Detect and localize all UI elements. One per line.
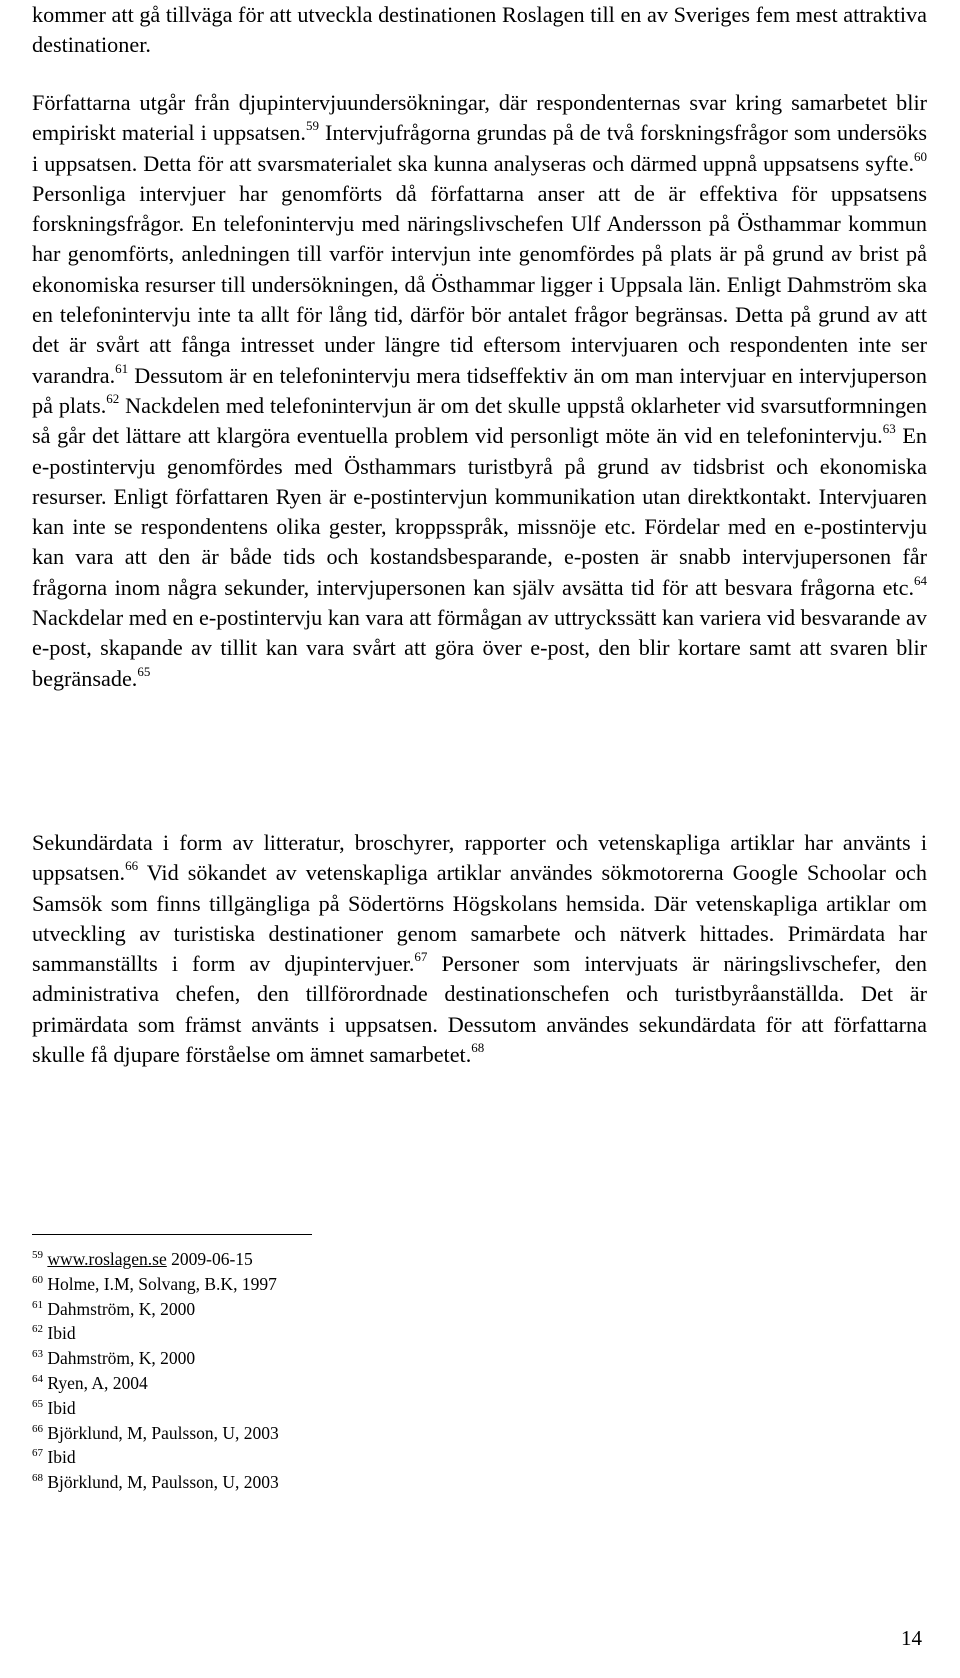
footnote-number: 62 — [32, 1323, 43, 1336]
footnote-text: 2009-06-15 — [166, 1249, 253, 1269]
footnote-item — [32, 1297, 279, 1322]
footnote-number: 65 — [32, 1397, 43, 1410]
footnote-number: 67 — [32, 1447, 43, 1460]
body-paragraph-3 — [32, 828, 927, 1070]
footnote-item — [32, 1470, 279, 1495]
footnote-item — [32, 1321, 279, 1346]
footnote-item — [32, 1272, 279, 1297]
footnote-number: 64 — [32, 1372, 43, 1385]
footnote-text: Ibid — [47, 1447, 76, 1468]
footnote-number: 68 — [32, 1472, 43, 1485]
footnote-reference: 68 — [471, 1040, 485, 1056]
footnote-number: 63 — [32, 1348, 43, 1361]
paragraph-text: Sekundärdata i form av litteratur, broschyrer, rapporter och vetenskapliga artiklar har använts i uppsatsen. — [32, 830, 927, 886]
footnote-text: Dahmström, K, 2000 — [47, 1298, 196, 1319]
footnote-item — [32, 1247, 279, 1272]
body-paragraph-1 — [32, 0, 927, 61]
footnote-separator — [32, 1234, 312, 1235]
paragraph-text: Nackdelen med telefonintervjun är om det skulle uppstå oklarheter vid svarsutformningen så går det lättare att klargöra eventuella problem vid personligt möte än vid en telefonintervju. — [32, 392, 927, 449]
footnote-list — [32, 1247, 279, 1495]
footnote-number: 60 — [32, 1273, 43, 1286]
footnote-reference: 66 — [125, 858, 139, 874]
footnote-item — [32, 1396, 279, 1421]
body-paragraph-2 — [32, 88, 927, 694]
paragraph-text: Dessutom är en telefonintervju mera tidseffektiv än om man intervjuar en intervjuperson på plats. — [32, 362, 927, 418]
footnote-text: Björklund, M, Paulsson, U, 2003 — [47, 1472, 279, 1493]
page-number: 14 — [901, 1626, 922, 1650]
footnote-reference: 59 — [305, 118, 319, 134]
paragraph-text: Nackdelar med en e-postintervju kan vara att förmågan av uttryckssätt kan variera vid besvarande av e-post, skapande av tillit kan vara svårt att göra över e-post, den blir kortare samt att svaren blir begränsade. — [32, 605, 927, 691]
footnote-text: Ibid — [47, 1397, 76, 1418]
footnote-number: 66 — [32, 1422, 43, 1435]
footnote-reference: 67 — [414, 949, 428, 965]
footnote-text: Holme, I.M, Solvang, B.K, 1997 — [47, 1273, 277, 1294]
footnote-reference: 60 — [914, 148, 927, 164]
footnote-text: Dahmström, K, 2000 — [47, 1348, 196, 1369]
paragraph-text: Personliga intervjuer har genomförts då författarna anser att de är effektiva för uppsatsens forskningsfrågor. En telefonintervju med näringslivschefen Ulf Andersson på Östhammar kommun har genomförts, anledningen till varför intervjun inte genomfördes på plats är på grund av brist på ekonomiska resurser till undersökningen, då Östhammar ligger i Uppsala län. Enligt Dahmström ska en telefonintervju inte ta allt för lång tid, därför bör antalet frågor begränsas. Detta på grund av att det är svårt att fånga intresset under längre tid eftersom intervjuaren och respondenten inte ser varandra. — [32, 180, 927, 388]
footnote-item — [32, 1371, 279, 1396]
footnote-number: 61 — [32, 1298, 43, 1311]
footnote-item — [32, 1346, 279, 1371]
footnote-reference: 63 — [882, 421, 896, 437]
paragraph-text: Vid sökandet av vetenskapliga artiklar användes sökmotorerna Google Schoolar och Samsök som finns tillgängliga på Södertörns Högskolans hemsida. Där vetenskapliga artiklar om utveckling av turistiska destinationer genom samarbete och nätverk hittades. Primärdata har sammanställts i form av djupintervjuer. — [32, 860, 927, 977]
paragraph-text: Personer som intervjuats är näringslivschefer, den administrativa chefen, den tillförordnade destinationschefen och turistbyråanställda. Det är primärdata som främst använts i uppsatsen. Dessutom användes sekundärdata för att författarna skulle få djupare förståelse om ämnet samarbetet. — [32, 951, 928, 1068]
paragraph-text: Intervjufrågorna grundas på de två forskningsfrågor som undersöks i uppsatsen. Detta för att svarsmaterialet ska kunna analyseras och därmed uppnå uppsatsens syfte. — [32, 120, 927, 176]
footnote-text: Björklund, M, Paulsson, U, 2003 — [47, 1422, 279, 1443]
footnote-link[interactable]: www.roslagen.se — [47, 1249, 167, 1269]
footnote-number: 59 — [32, 1249, 43, 1261]
footnote-reference: 62 — [106, 390, 120, 406]
footnote-reference: 65 — [137, 663, 151, 679]
footnote-reference: 64 — [914, 572, 927, 588]
footnote-text: Ryen, A, 2004 — [47, 1372, 148, 1393]
footnote-reference: 61 — [115, 360, 129, 376]
paragraph-text: kommer att gå tillväga för att utveckla destinationen Roslagen till en av Sveriges fem mest attraktiva destinationer. — [32, 2, 927, 58]
footnote-item — [32, 1445, 279, 1470]
paragraph-text: En e-postintervju genomfördes med Östhammars turistbyrå på grund av tidsbrist och ekonomiska resurser. Enligt författaren Ryen är e-postintervjun kommunikation utan direktkontakt. Intervjuaren kan inte se respondentens olika gester, kroppsspråk, missnöje etc. Fördelar med en e-postintervju kan vara att den är både tids och kostandsbesparande, e-posten är snabb intervjupersonen får frågorna inom några sekunder, intervjupersonen kan själv avsätta tid för att besvara frågorna etc. — [32, 423, 927, 600]
footnote-item — [32, 1421, 279, 1446]
footnote-text: Ibid — [47, 1323, 76, 1344]
paragraph-text: Författarna utgår från djupintervjuundersökningar, där respondenternas svar kring samarbetet blir empiriskt material i uppsatsen. — [32, 90, 927, 146]
